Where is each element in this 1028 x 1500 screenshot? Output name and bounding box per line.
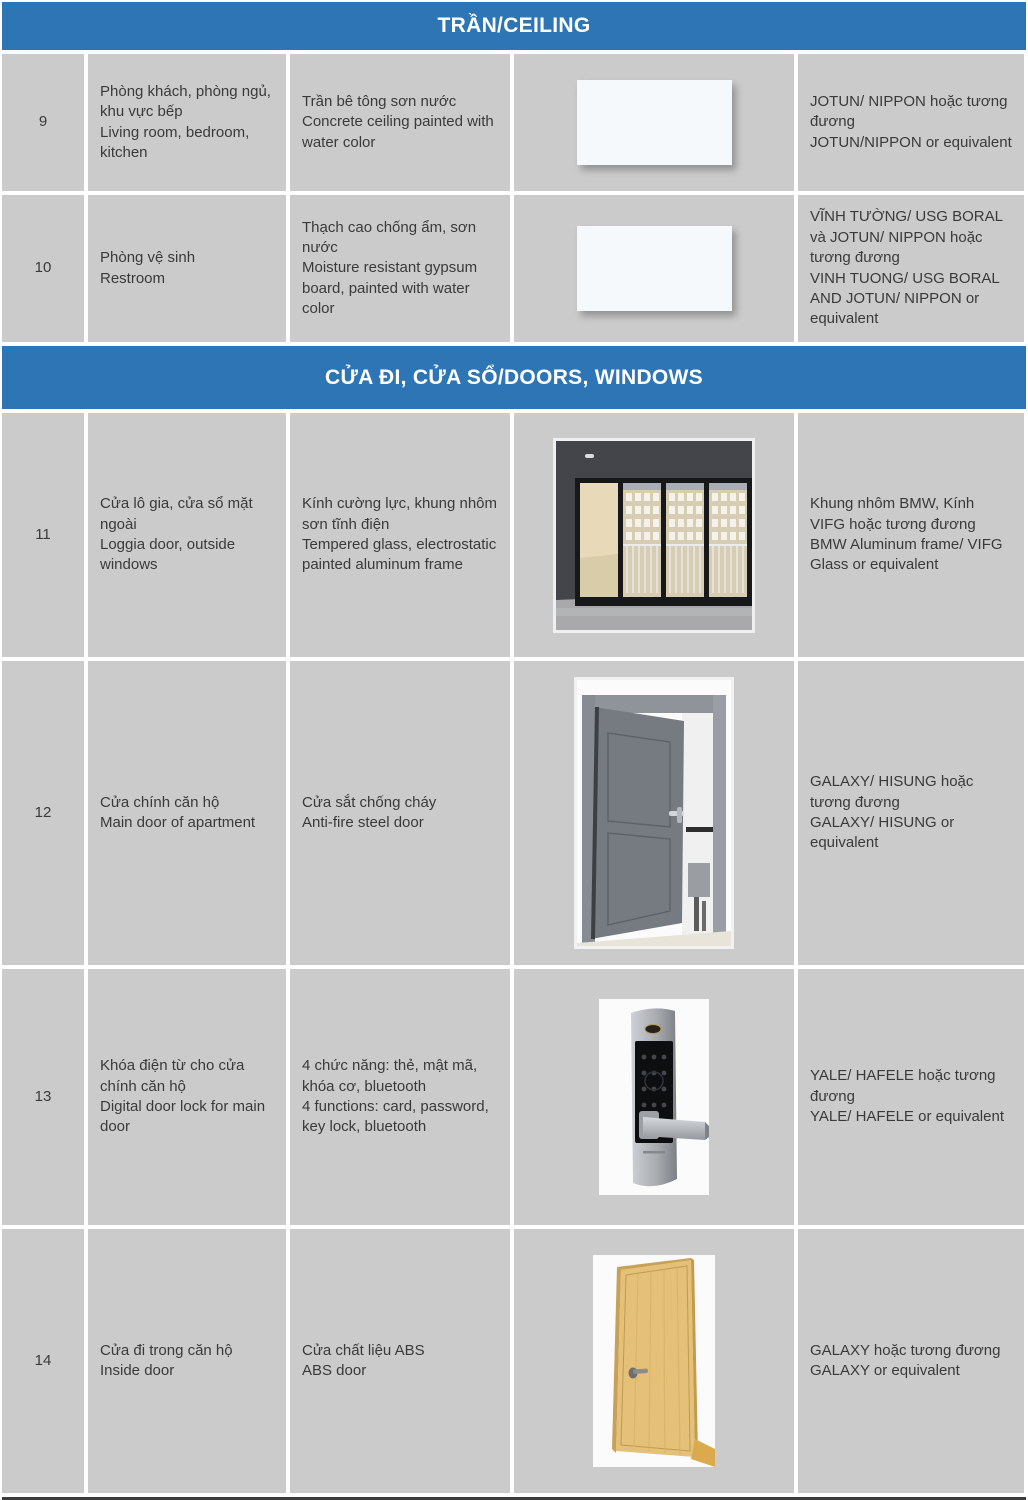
area-text-vi: Phòng khách, phòng ngủ, khu vực bếp [100,82,271,121]
table-row [2,54,1026,191]
area-text-vi: Cửa chính căn hộ [100,793,220,811]
brand-text-vi: Khung nhôm BMW, Kính VIFG hoặc tương đương [810,495,976,533]
image-cell [514,195,794,342]
row-number-cell [2,413,84,657]
image-cell [514,969,794,1225]
row-number-cell [2,969,84,1225]
area-cell [88,413,286,657]
area-text-vi: Cửa đi trong căn hộ [100,1341,233,1359]
spec-text-en: ABS door [302,1362,367,1379]
spec-cell [290,54,510,191]
row-number-cell [2,661,84,965]
spec-text-vi: Kính cường lực, khung nhôm sơn tĩnh điện [302,495,498,533]
table-row [2,195,1026,342]
spec-text-en: 4 functions: card, password, key lock, bluetooth [302,1098,489,1136]
brand-text-vi: GALAXY hoặc tương đương [810,1341,1001,1359]
white-paint-sample [577,226,732,311]
spec-cell [290,195,510,342]
spec-cell [290,413,510,657]
brand-text-en: YALE/ HAFELE or equivalent [810,1108,1004,1126]
row-number: 10 [34,259,52,277]
area-text-en: Main door of apartment [100,814,256,831]
area-cell [88,54,286,191]
area-cell [88,195,286,342]
brand-text-vi: GALAXY/ HISUNG hoặc tương đương [810,773,974,811]
section-header-doors-windows [2,346,1026,409]
image-cell [514,413,794,657]
table-row [2,969,1026,1225]
spec-text-en: Moisture resistant gypsum board, painted with water color [302,259,478,318]
brand-text-en: BMW Aluminum frame/ VIFG Glass or equivalent [810,536,1003,574]
row-number-cell [2,1229,84,1493]
area-text-vi: Cửa lô gia, cửa sổ mặt ngoài [100,495,253,533]
spec-text-en: Anti-fire steel door [302,814,424,831]
table-row [2,1229,1026,1493]
section-title: TRẦN/CEILING [437,14,591,37]
spec-text-en: Tempered glass, electrostatic painted aluminum frame [302,536,497,574]
row-number: 13 [34,1087,52,1105]
spec-text-vi: Cửa chất liệu ABS [302,1341,425,1359]
table-row [2,413,1026,657]
area-text-vi: Phòng vệ sinh [100,249,196,267]
area-cell [88,969,286,1225]
brand-cell [798,413,1024,657]
image-cell [514,661,794,965]
brand-text-en: JOTUN/NIPPON or equivalent [810,133,1012,151]
row-number: 12 [34,803,52,821]
spec-text-vi: Cửa sắt chống cháy [302,793,437,811]
digital-door-lock-photo [599,999,709,1195]
spec-text-en: Concrete ceiling painted with water color [302,113,494,151]
spec-cell [290,1229,510,1493]
row-number-cell [2,195,84,342]
white-paint-sample [577,80,732,165]
brand-cell [798,54,1024,191]
spec-text-vi: Trần bê tông sơn nước [302,92,457,110]
area-text-en: Digital door lock for main door [100,1098,266,1136]
brand-text-en: GALAXY/ HISUNG or equivalent [810,814,955,852]
area-text-vi: Khóa điện từ cho cửa chính căn hộ [100,1057,245,1095]
brand-cell [798,969,1024,1225]
brand-text-en: VINH TUONG/ USG BORAL AND JOTUN/ NIPPON or equivalent [810,269,1000,328]
area-text-en: Loggia door, outside windows [100,536,236,574]
spec-cell [290,969,510,1225]
area-text-en: Inside door [100,1362,175,1379]
brand-text-vi: YALE/ HAFELE hoặc tương đương [810,1067,996,1105]
steel-main-door-photo [574,677,734,949]
brand-cell [798,661,1024,965]
wooden-inside-door-photo [593,1255,715,1467]
row-number: 11 [35,525,51,543]
spec-cell [290,661,510,965]
area-text-en: Living room, bedroom, kitchen [100,123,250,161]
brand-text-vi: JOTUN/ NIPPON hoặc tương đương [810,92,1008,131]
row-number: 14 [34,1351,52,1369]
brand-text-en: GALAXY or equivalent [810,1362,960,1379]
row-number: 9 [38,113,48,131]
brand-text-vi: VĨNH TƯỜNG/ USG BORAL và JOTUN/ NIPPON hoặc tương đương [810,208,1003,267]
section-header-ceiling [2,2,1026,50]
loggia-glass-door-photo [553,438,755,633]
table-row [2,661,1026,965]
image-cell [514,1229,794,1493]
brand-cell [798,1229,1024,1493]
spec-text-vi: Thạch cao chống ẩm, sơn nước [302,218,477,256]
spec-text-vi: 4 chức năng: thẻ, mật mã, khóa cơ, bluetooth [302,1057,478,1095]
area-cell [88,661,286,965]
area-cell [88,1229,286,1493]
image-cell [514,54,794,191]
area-text-en: Restroom [100,269,166,287]
row-number-cell [2,54,84,191]
section-title: CỬA ĐI, CỬA SỔ/DOORS, WINDOWS [325,365,703,389]
brand-cell [798,195,1024,342]
